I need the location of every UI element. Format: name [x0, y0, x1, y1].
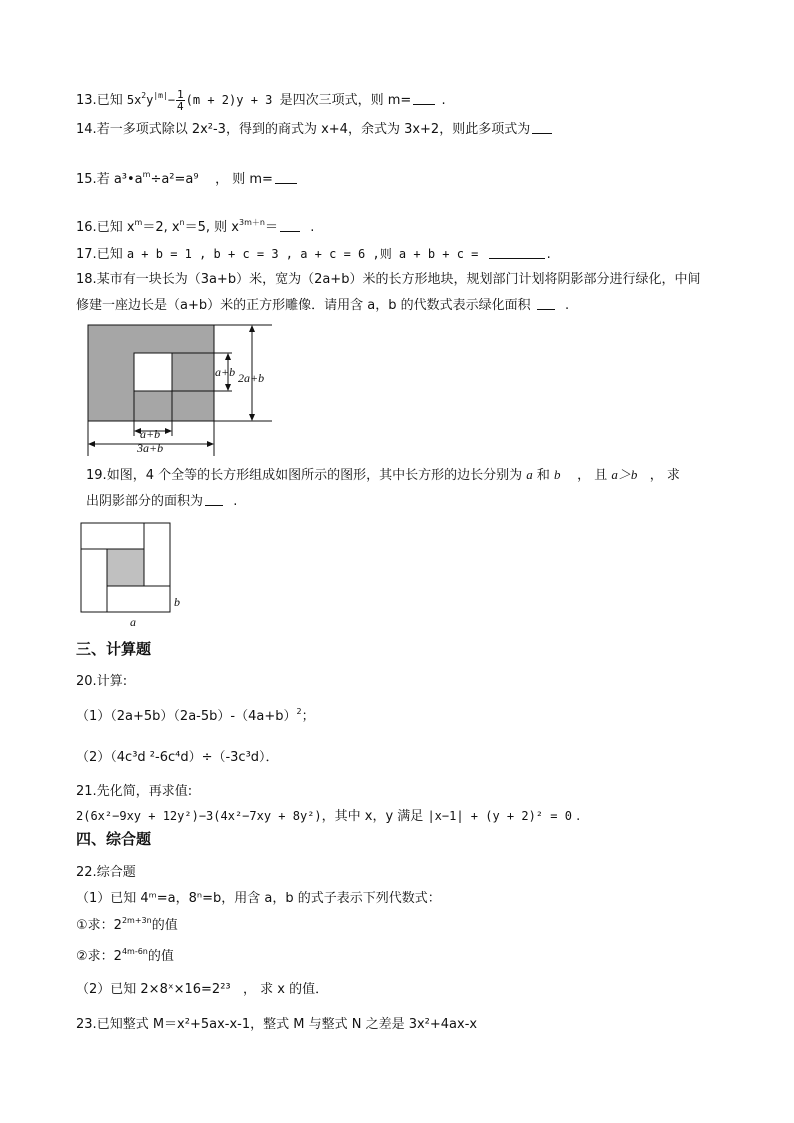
question-20-title: 20.计算:: [76, 674, 128, 689]
label-3a-plus-b: 3a+b: [137, 441, 164, 455]
question-22-title: 22.综合题: [76, 865, 136, 880]
figure-19-four-rectangles: [78, 520, 198, 635]
question-21-title: 21.先化简，再求值:: [76, 784, 193, 799]
question-23: 23.已知整式 M＝x²+5ax-x-1，整式 M 与整式 N 之差是 3x²+4ax-x: [76, 1017, 478, 1032]
question-19-line1: 19.如图，4 个全等的长方形组成如图所示的图形，其中长方形的边长分别为 a 和 b ， 且 a＞b ， 求: [86, 467, 680, 483]
label-b: b: [174, 595, 180, 609]
figure-18-rectangle-plot: [82, 320, 302, 458]
arrowhead: [88, 441, 95, 447]
section-3-heading: 三、计算题: [76, 640, 152, 658]
answer-blank: [280, 219, 300, 232]
arrowhead: [225, 353, 231, 360]
question-20-part1: $(1)(2a+5b)(2a-5b)-(4a+b)^2$；: [76, 707, 315, 724]
question-22-part2: （2）已知 2×8ˣ×16=2²³ ， 求 x 的值．: [76, 982, 329, 997]
question-15: 15.若 $a^3•a^m\div a^2=a^9$ ， 则 m=: [76, 171, 299, 189]
arrowhead: [249, 325, 255, 332]
question-19-line2: 出阴影部分的面积为 .: [86, 494, 238, 509]
question-22-sub1: ①求：$2^{2m+3n}$的值: [76, 916, 178, 933]
label-a: a: [130, 615, 136, 629]
statue-square: [134, 353, 172, 391]
question-22-sub2: ②求：$2^{4m-6n}$的值: [76, 947, 174, 964]
question-16: 16.已知 $x^m=2$, $x^n=5$, 则 $x^{3m+n}=$ .: [76, 218, 315, 235]
answer-blank: [205, 493, 223, 506]
label-2a-plus-b: 2a+b: [238, 371, 265, 385]
section-4-heading: 四、综合题: [76, 830, 152, 848]
arrowhead: [225, 384, 231, 391]
arrowhead: [165, 428, 172, 434]
question-17: 17.已知 a + b = 1 , b + c = 3 , a + c = 6 ,则 a + b + c = .: [76, 247, 551, 262]
answer-blank: [532, 121, 552, 134]
question-18-line1: 18.某市有一块长为（3a+b）米，宽为（2a+b）米的长方形地块，规划部门计划将阴影部分进行绿化，中间: [76, 272, 701, 287]
arrowhead: [249, 414, 255, 421]
arrowhead: [207, 441, 214, 447]
answer-blank: [275, 171, 297, 184]
question-20-part2: （2）（4c³d ²-6c⁴d）÷（-3c³d）．: [76, 750, 279, 765]
label-a-plus-b-side: a+b: [215, 365, 236, 379]
question-22-part1: （1）已知 4ᵐ=a，8ⁿ=b，用含 a，b 的式子表示下列代数式：: [76, 891, 441, 906]
label-a-plus-b-bottom: a+b: [140, 427, 161, 441]
question-14: 14.若一多项式除以 2x²-3，得到的商式为 x+4，余式为 3x+2，则此多项式为: [76, 121, 554, 139]
q13-expression: $5x^2y^{|m|}-$ $\frac{1}{4}$ (m + 2)y + 3: [126, 88, 273, 113]
answer-blank: [537, 297, 555, 310]
question-21-expression: 2(6x²−9xy + 12y²)−3(4x²−7xy + 8y²)，其中 x，y 满足 |x−1| + (y + 2)² = 0 .: [76, 809, 581, 824]
question-13: 13.已知 $5x^2y^{|m|}-$ $\frac{1}{4}$ (m + 2)y + 3 是四次三项式，则 m= .: [76, 88, 446, 113]
shaded-center-square: [107, 549, 144, 586]
answer-blank: [413, 92, 435, 105]
q17-expression: a + b = 1 , b + c = 3 , a + c = 6 ,则 a + b + c =: [126, 247, 479, 261]
answer-blank: [489, 246, 545, 259]
question-18-line2: 修建一座边长是（a+b）米的正方形雕像．请用含 a，b 的代数式表示绿化面积 .: [76, 298, 570, 313]
fraction-one-quarter: $\frac{1}{4}$: [177, 88, 184, 113]
